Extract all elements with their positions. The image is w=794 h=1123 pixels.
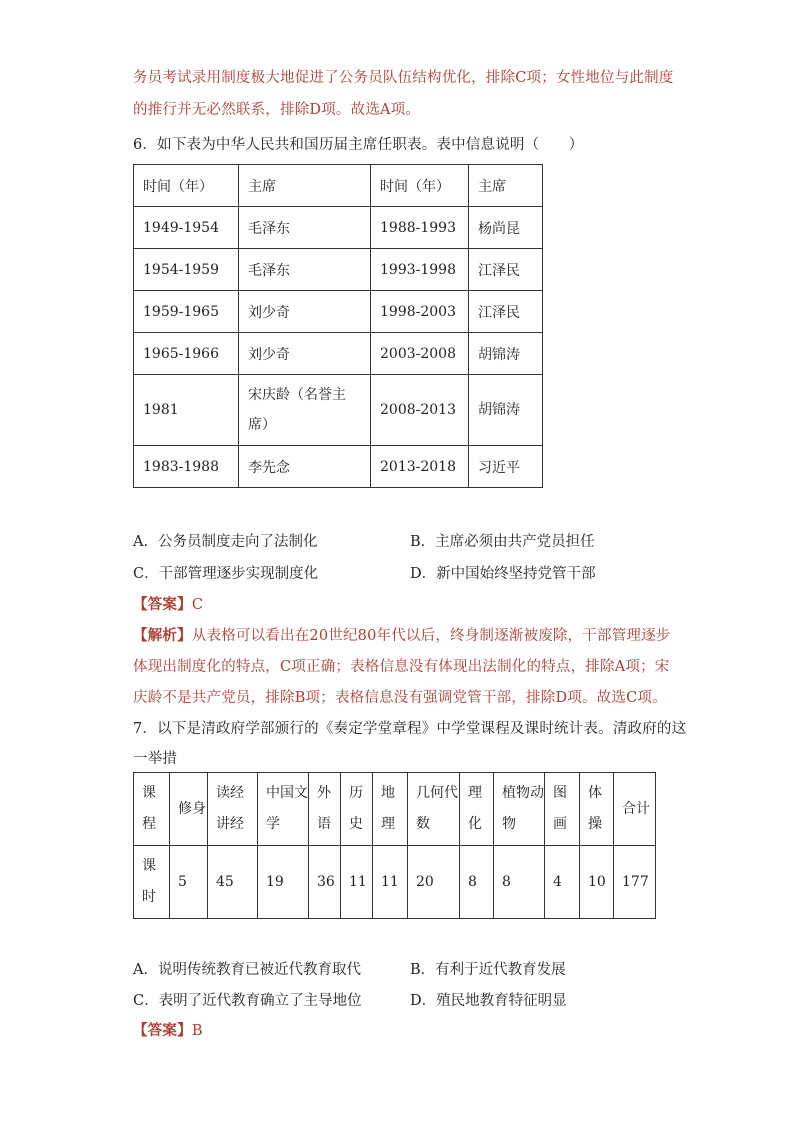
table-header-cell: 体操 — [580, 773, 614, 846]
table-cell: 1993-1998 — [371, 249, 469, 291]
table-cell: 胡锦涛 — [469, 375, 543, 446]
table-cell: 5 — [170, 846, 208, 919]
table-cell: 1954-1959 — [134, 249, 239, 291]
answer-value: C — [191, 597, 204, 613]
table-cell: 习近平 — [469, 446, 543, 488]
table-header-row — [134, 165, 543, 207]
table-row — [134, 207, 543, 249]
option-c: C．干部管理逐步实现制度化 — [133, 566, 319, 582]
table-cell: 刘少奇 — [239, 291, 371, 333]
table-header-cell: 主席 — [239, 165, 371, 207]
table-header-cell: 理化 — [460, 773, 494, 846]
table-cell: 11 — [373, 846, 408, 919]
table-cell: 江泽民 — [469, 249, 543, 291]
table-cell: 1983-1988 — [134, 446, 239, 488]
table-cell: 4 — [545, 846, 580, 919]
answer-line — [133, 1019, 203, 1040]
table-cell: 李先念 — [239, 446, 371, 488]
table-row — [134, 333, 543, 375]
analysis-line: 体现出制度化的特点，C项正确；表格信息没有体现出法制化的特点，排除A项；宋 — [133, 659, 670, 675]
table-cell: 杨尚昆 — [469, 207, 543, 249]
table-header-cell: 主席 — [469, 165, 543, 207]
table-cell: 11 — [341, 846, 373, 919]
table-row — [134, 846, 656, 919]
table-header-cell: 历史 — [341, 773, 373, 846]
table-cell: 1965-1966 — [134, 333, 239, 375]
table-header-cell: 地理 — [373, 773, 408, 846]
table-header-cell: 合计 — [614, 773, 656, 846]
table-cell: 36 — [309, 846, 341, 919]
table-header-cell: 课程 — [134, 773, 170, 846]
table-cell: 1959-1965 — [134, 291, 239, 333]
table-cell: 8 — [494, 846, 545, 919]
option-d: D．殖民地教育特征明显 — [410, 993, 567, 1009]
answer-value: B — [191, 1023, 203, 1039]
table-cell: 1998-2003 — [371, 291, 469, 333]
option-b: B．有利于近代教育发展 — [410, 962, 566, 978]
question-7-stem: 7．以下是清政府学部颁行的《奏定学堂章程》中学堂课程及课时统计表。清政府的这 — [133, 721, 687, 737]
option-a: A．说明传统教育已被近代教育取代 — [133, 962, 361, 978]
option-d: D．新中国始终坚持党管干部 — [410, 566, 596, 582]
table-cell: 2008-2013 — [371, 375, 469, 446]
table-header-cell: 图画 — [545, 773, 580, 846]
curriculum-table — [133, 772, 656, 919]
table-cell: 177 — [614, 846, 656, 919]
table-cell: 江泽民 — [469, 291, 543, 333]
table-cell: 2013-2018 — [371, 446, 469, 488]
analysis-text: 从表格可以看出在20世纪80年代以后，终身制逐渐被废除，干部管理逐步 — [191, 628, 671, 644]
table-cell: 1988-1993 — [371, 207, 469, 249]
table-cell: 8 — [460, 846, 494, 919]
table-cell: 1981 — [134, 375, 239, 446]
table-cell: 20 — [408, 846, 460, 919]
analysis-line: 庆龄不是共产党员，排除B项；表格信息没有强调党管干部，排除D项。故选C项。 — [133, 690, 667, 706]
option-a: A．公务员制度走向了法制化 — [133, 534, 318, 550]
table-row — [134, 446, 543, 488]
table-cell: 宋庆龄（名誉主席） — [239, 375, 371, 446]
option-b: B．主席必须由共产党员担任 — [410, 534, 595, 550]
answer-line — [133, 593, 203, 614]
table-cell: 19 — [258, 846, 309, 919]
analysis-line — [133, 624, 671, 645]
table-cell: 毛泽东 — [239, 207, 371, 249]
table-header-cell: 时间（年） — [371, 165, 469, 207]
option-c: C．表明了近代教育确立了主导地位 — [133, 993, 362, 1009]
table-header-cell: 几何代数 — [408, 773, 460, 846]
table-cell: 10 — [580, 846, 614, 919]
table-cell: 1949-1954 — [134, 207, 239, 249]
question-6-stem: 6．如下表为中华人民共和国历届主席任职表。表中信息说明（ ） — [133, 137, 584, 153]
table-cell: 刘少奇 — [239, 333, 371, 375]
table-header-cell: 外语 — [309, 773, 341, 846]
table-header-cell: 植物动物 — [494, 773, 545, 846]
table-header-row — [134, 773, 656, 846]
answer-label: 【答案】 — [133, 596, 192, 613]
prev-explanation-line: 的推行并无必然联系，排除D项。故选A项。 — [133, 102, 421, 118]
question-7-stem: 一举措 — [133, 751, 178, 767]
table-row — [134, 375, 543, 446]
table-header-cell: 读经讲经 — [208, 773, 258, 846]
table-header-cell: 时间（年） — [134, 165, 239, 207]
table-cell: 胡锦涛 — [469, 333, 543, 375]
table-row — [134, 291, 543, 333]
table-cell: 2003-2008 — [371, 333, 469, 375]
table-header-cell: 中国文学 — [258, 773, 309, 846]
table-cell: 45 — [208, 846, 258, 919]
table-header-cell: 修身 — [170, 773, 208, 846]
prev-explanation-line: 务员考试录用制度极大地促进了公务员队伍结构优化，排除C项；女性地位与此制度 — [133, 70, 674, 86]
answer-label: 【答案】 — [133, 1022, 192, 1039]
chairman-table — [133, 164, 543, 488]
table-cell: 课时 — [134, 846, 170, 919]
table-row — [134, 249, 543, 291]
table-cell: 毛泽东 — [239, 249, 371, 291]
analysis-label: 【解析】 — [133, 627, 192, 644]
